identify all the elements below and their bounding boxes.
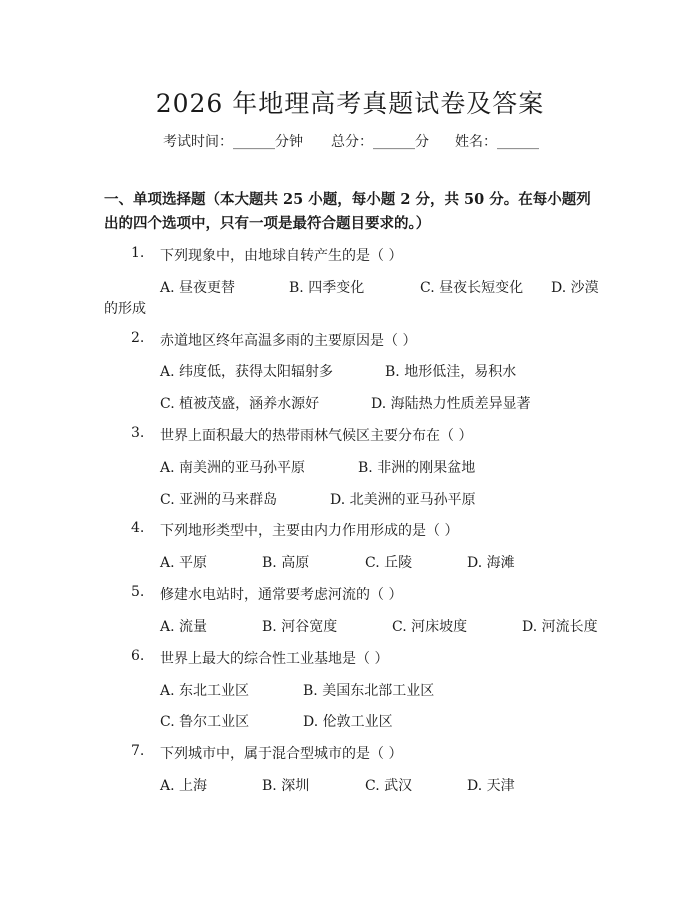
option-c: C. 昼夜长短变化 (420, 280, 524, 296)
option-d: D. 伦敦工业区 (303, 714, 393, 730)
question-text: 下列地形类型中，主要由内力作用形成的是（ ） (160, 523, 459, 539)
option-c: C. 河床坡度 (392, 619, 468, 635)
option-c: C. 鲁尔工业区 (160, 714, 250, 730)
question-number: 1. (131, 245, 145, 261)
option-b: B. 河谷宽度 (262, 619, 338, 635)
time-field-label: 考试时间：______分钟 (163, 134, 303, 150)
question-text: 世界上最大的综合性工业基地是（ ） (160, 651, 389, 667)
option-d: D. 北美洲的亚马孙平原 (330, 492, 476, 508)
question-number: 6. (131, 648, 145, 664)
question-text: 世界上面积最大的热带雨林气候区主要分布在（ ） (160, 428, 473, 444)
option-d: D. 海陆热力性质差异显著 (371, 396, 531, 412)
option-a: A. 昼夜更替 (160, 280, 236, 296)
option-d: D. 天津 (467, 778, 515, 794)
option-d-continuation: 的形成 (104, 301, 146, 317)
section-heading: 一、单项选择题（本大题共 25 小题，每小题 2 分，共 50 分。在每小题列出的四个选项中，只有一项是最符合题目要求的。） (104, 191, 591, 232)
option-b: B. 地形低洼，易积水 (385, 364, 517, 380)
name-field-label: 姓名：______ (455, 134, 539, 150)
question-number: 2. (131, 330, 145, 346)
option-c: C. 植被茂盛，涵养水源好 (160, 396, 320, 412)
question-text: 下列城市中，属于混合型城市的是（ ） (160, 746, 403, 762)
exam-title: 2026 年地理高考真题试卷及答案 (155, 89, 545, 118)
option-a: A. 东北工业区 (160, 683, 250, 699)
score-field-label: 总分：______分 (331, 134, 429, 150)
question-number: 5. (131, 584, 145, 600)
option-a: A. 流量 (160, 619, 208, 635)
option-a: A. 纬度低，获得太阳辐射多 (160, 364, 334, 380)
option-b: B. 四季变化 (289, 280, 365, 296)
question-number: 3. (131, 425, 145, 441)
option-b: B. 高原 (262, 555, 310, 571)
question-number: 7. (131, 743, 145, 759)
exam-meta (163, 131, 539, 195)
option-c: C. 丘陵 (365, 555, 413, 571)
question-number: 4. (131, 520, 145, 536)
question-text: 修建水电站时，通常要考虑河流的（ ） (160, 587, 403, 603)
option-d: D. 海滩 (467, 555, 515, 571)
option-d: D. 沙漠 (551, 280, 599, 296)
option-c: C. 亚洲的马来群岛 (160, 492, 278, 508)
option-a: A. 南美洲的亚马孙平原 (160, 460, 306, 476)
question-text: 赤道地区终年高温多雨的主要原因是（ ） (160, 333, 417, 349)
option-a: A. 上海 (160, 778, 208, 794)
option-a: A. 平原 (160, 555, 208, 571)
option-d: D. 河流长度 (522, 619, 598, 635)
option-b: B. 美国东北部工业区 (303, 683, 435, 699)
option-b: B. 非洲的刚果盆地 (358, 460, 476, 476)
question-text: 下列现象中，由地球自转产生的是（ ） (160, 248, 403, 264)
option-c: C. 武汉 (365, 778, 413, 794)
option-b: B. 深圳 (262, 778, 310, 794)
